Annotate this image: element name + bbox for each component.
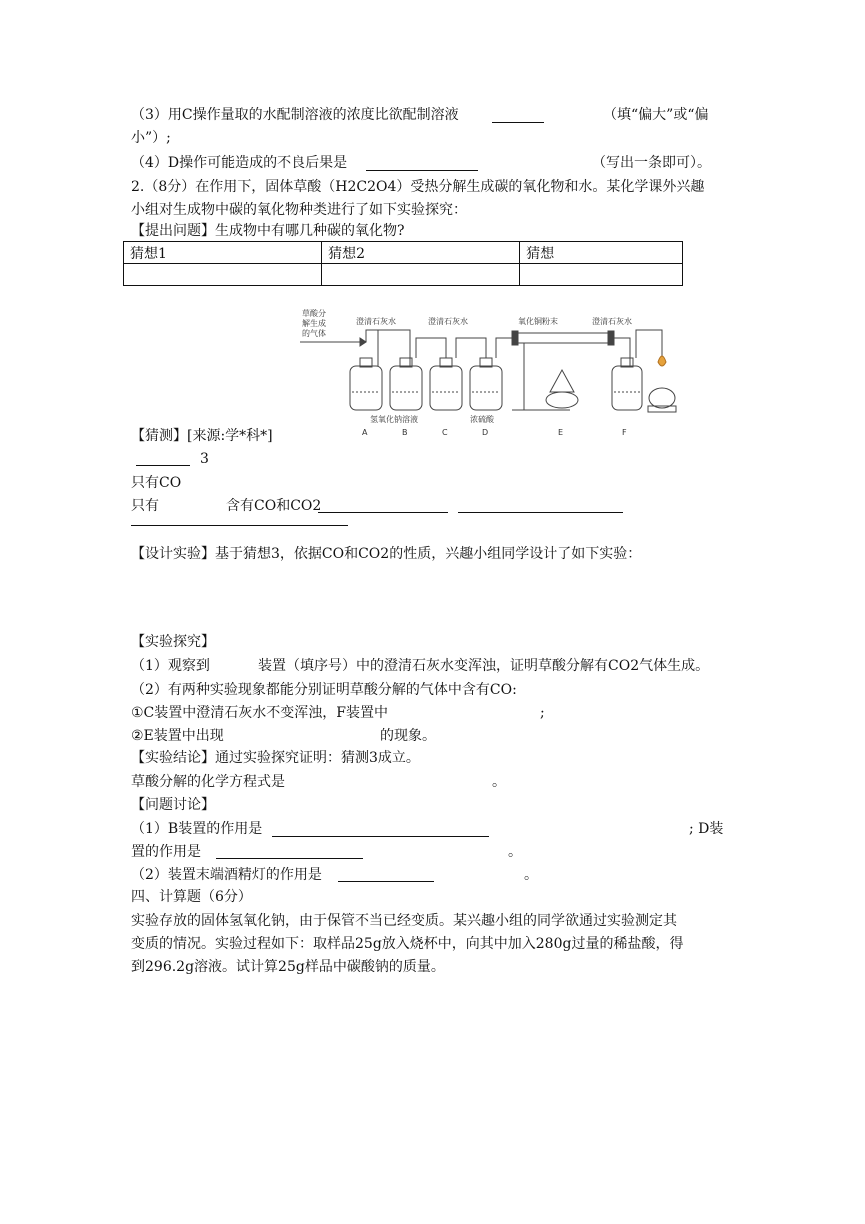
problem2-question: 【提出问题】生成物中有哪几种碳的氧化物? bbox=[131, 223, 405, 239]
explore-p1-end: 装置（填序号）中的澄清石灰水变浑浊，证明草酸分解有CO2气体生成。 bbox=[258, 658, 710, 674]
discussion-q1-blank[interactable] bbox=[272, 836, 489, 837]
guess-both: 含有CO和CO2 bbox=[226, 498, 322, 514]
calc-title: 四、计算题（6分） bbox=[131, 889, 252, 905]
guess-table bbox=[123, 241, 683, 286]
explore-c1-start: ①C装置中澄清石灰水不变浑浊，F装置中 bbox=[131, 705, 388, 721]
explore-p2: （2）有两种实验现象都能分别证明草酸分解的气体中含有CO: bbox=[131, 682, 517, 698]
q4-text: （4）D操作可能造成的不良后果是 bbox=[131, 155, 348, 171]
guess-only-co: 只有CO bbox=[131, 475, 182, 491]
figure-naoh-label: 氢氧化钠溶液 bbox=[370, 415, 418, 424]
guess-number-3: 3 bbox=[200, 451, 209, 467]
figure-gas-label-3: 的气体 bbox=[302, 329, 326, 338]
problem2-line2: 小组对生成物中碳的氧化物种类进行了如下实验探究： bbox=[131, 202, 467, 218]
q4-hint: （写出一条即可）。 bbox=[592, 155, 711, 171]
problem2-line1: 2.（8分）在作用下，固体草酸（H2C2O4）受热分解生成碳的氧化物和水。某化学课外兴趣 bbox=[131, 179, 705, 195]
explore-title: 【实验探究】 bbox=[131, 634, 215, 650]
q3-text: （3）用C操作量取的水配制溶液的浓度比欲配制溶液 bbox=[131, 107, 459, 123]
q3-hint: （填“偏大”或“偏 bbox=[603, 107, 709, 123]
table-row bbox=[124, 264, 683, 286]
explore-p1-start: （1）观察到 bbox=[131, 658, 210, 674]
calc-line1: 实验存放的固体氢氧化钠，由于保管不当已经变质。某兴趣小组的同学欲通过实验测定其 bbox=[131, 913, 677, 929]
discussion-q1-start: （1）B装置的作用是 bbox=[131, 821, 263, 837]
conclusion-equation-label: 草酸分解的化学方程式是 bbox=[131, 774, 285, 790]
figure-limewater-label-1: 澄清石灰水 bbox=[356, 317, 396, 326]
guess-blank-1[interactable] bbox=[136, 465, 190, 466]
guess-title: 【猜测】[来源:学*科*] bbox=[131, 428, 273, 444]
discussion-q2-end: 。 bbox=[524, 867, 538, 883]
discussion-d-blank[interactable] bbox=[216, 858, 363, 859]
apparatus-figure bbox=[300, 300, 690, 440]
discussion-q2-blank[interactable] bbox=[338, 881, 434, 882]
explore-c2-start: ②E装置中出现 bbox=[131, 728, 224, 744]
figure-cuo-label: 氧化铜粉末 bbox=[518, 317, 558, 326]
q3-hint-end: 小”）; bbox=[131, 130, 171, 146]
table-cell-guess2[interactable] bbox=[322, 264, 520, 286]
conclusion-line1: 【实验结论】通过实验探究证明：猜测3成立。 bbox=[131, 750, 420, 766]
guess-blank-3[interactable] bbox=[458, 512, 623, 513]
discussion-q1-end: 。 bbox=[508, 844, 522, 860]
guess-blank-4[interactable] bbox=[131, 525, 348, 526]
figure-acid-label: 浓硫酸 bbox=[470, 415, 494, 424]
calc-line2: 变质的情况。实验过程如下：取样品25g放入烧杯中，向其中加入280g过量的稀盐酸，得 bbox=[131, 936, 684, 952]
figure-gas-label-1: 草酸分 bbox=[302, 309, 326, 318]
figure-letter-b: B bbox=[402, 428, 408, 437]
figure-limewater-label-2: 澄清石灰水 bbox=[428, 317, 468, 326]
table-header-guess2: 猜想2 bbox=[322, 242, 520, 264]
table-cell-guess3[interactable] bbox=[520, 264, 683, 286]
guess-only: 只有 bbox=[131, 498, 159, 514]
explore-c2-end: 的现象。 bbox=[380, 728, 436, 744]
explore-c1-end: ; bbox=[540, 705, 545, 721]
table-row bbox=[124, 242, 683, 264]
discussion-q1-cont: 置的作用是 bbox=[131, 844, 201, 860]
calc-line3: 到296.2g溶液。试计算25g样品中碳酸钠的质量。 bbox=[131, 959, 445, 975]
design-text: 【设计实验】基于猜想3，依据CO和CO2的性质，兴趣小组同学设计了如下实验： bbox=[131, 546, 642, 562]
discussion-q2-start: （2）装置末端酒精灯的作用是 bbox=[131, 867, 322, 883]
figure-letter-c: C bbox=[442, 428, 448, 437]
conclusion-equation-end: 。 bbox=[492, 774, 506, 790]
q4-answer-blank[interactable] bbox=[366, 170, 478, 171]
guess-blank-2[interactable] bbox=[318, 512, 448, 513]
table-header-guess3: 猜想 bbox=[520, 242, 683, 264]
figure-letter-e: E bbox=[558, 428, 564, 437]
figure-letter-d: D bbox=[482, 428, 489, 437]
q3-answer-blank[interactable] bbox=[492, 122, 544, 123]
figure-letter-f: F bbox=[622, 428, 627, 437]
figure-gas-label-2: 解生成 bbox=[302, 319, 326, 328]
discussion-q1-d-label: ; D装 bbox=[689, 821, 724, 837]
table-header-guess1: 猜想1 bbox=[124, 242, 322, 264]
figure-letter-a: A bbox=[362, 428, 368, 437]
figure-limewater-label-3: 澄清石灰水 bbox=[592, 317, 632, 326]
discussion-title: 【问题讨论】 bbox=[131, 797, 215, 813]
table-cell-guess1[interactable] bbox=[124, 264, 322, 286]
